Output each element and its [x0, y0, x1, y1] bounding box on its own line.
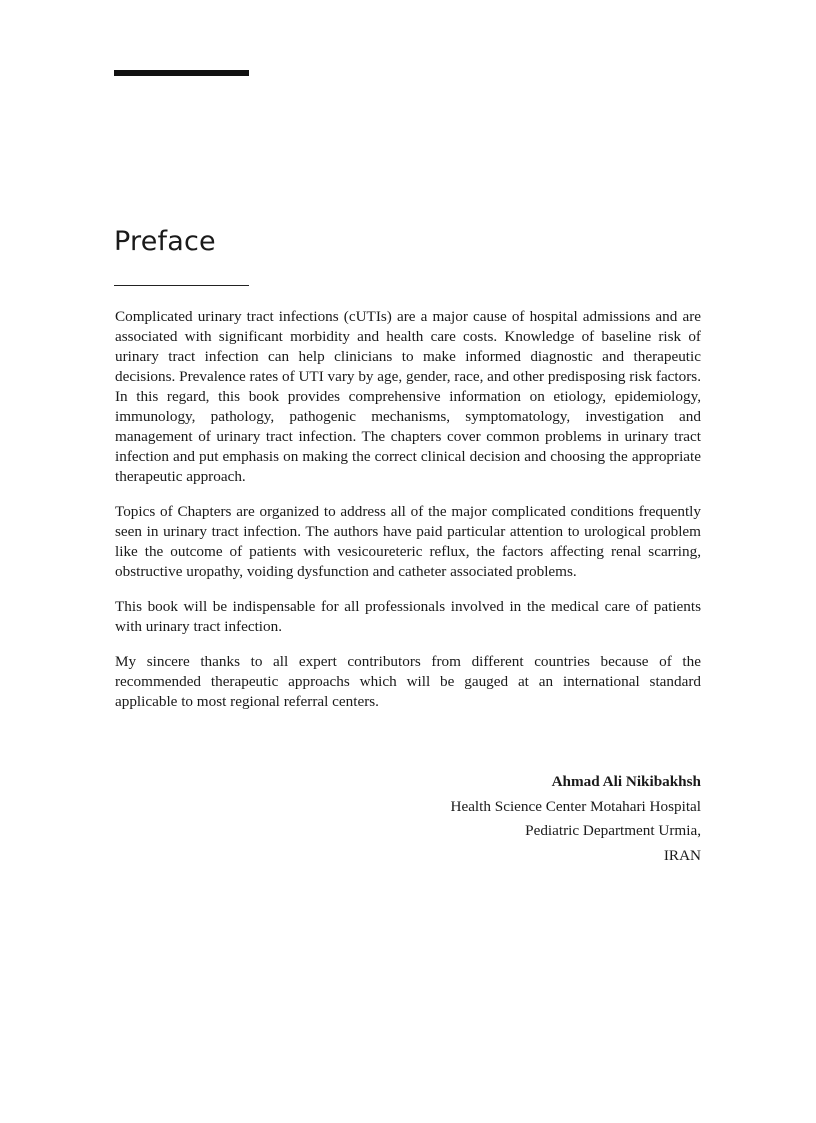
- signature-block: [450, 770, 701, 868]
- title-underline-rule: [114, 285, 249, 286]
- paragraph-1: Complicated urinary tract infections (cUTIs) are a major cause of hospital admissions and are associated with significant morbidity and health care costs. Knowledge of baseline risk of urinary tract infection can help clinicians to make informed diagnostic and therapeutic decisions. Prevalence rates of UTI vary by age, gender, race, and other predisposing risk factors. In this regard, this book provides comprehensive information on etiology, epidemiology, immunology, pathology, pathogenic mechanisms, symptomatology, investigation and management of urinary tract infection. The chapters cover common problems in urinary tract infection and put emphasis on making the correct clinical decision and choosing the appropriate therapeutic approach.: [115, 308, 702, 485]
- affiliation-line-2: Pediatric Department Urmia,: [525, 822, 701, 839]
- preface-body: [115, 307, 701, 727]
- page-title: Preface: [114, 226, 216, 257]
- top-decorative-rule: [114, 70, 249, 76]
- country: IRAN: [663, 846, 701, 864]
- author-name: Ahmad Ali Nikibakhsh: [551, 773, 701, 790]
- affiliation-line-1: Health Science Center Motahari Hospital: [450, 797, 701, 815]
- paragraph-4: My sincere thanks to all expert contributors from different countries because of the recommended therapeutic approachs which will be gauged at an international standard applicable to most regional referral centers.: [115, 653, 701, 710]
- paragraph-2: Topics of Chapters are organized to address all of the major complicated conditions frequently seen in urinary tract infection. The authors have paid particular attention to urological problem like the outcome of patients with vesicoureteric reflux, the factors affecting renal scarring, obstructive uropathy, voiding dysfunction and catheter associated problems.: [115, 503, 701, 580]
- paragraph-3: This book will be indispensable for all professionals involved in the medical care of patients with urinary tract infection.: [115, 598, 701, 635]
